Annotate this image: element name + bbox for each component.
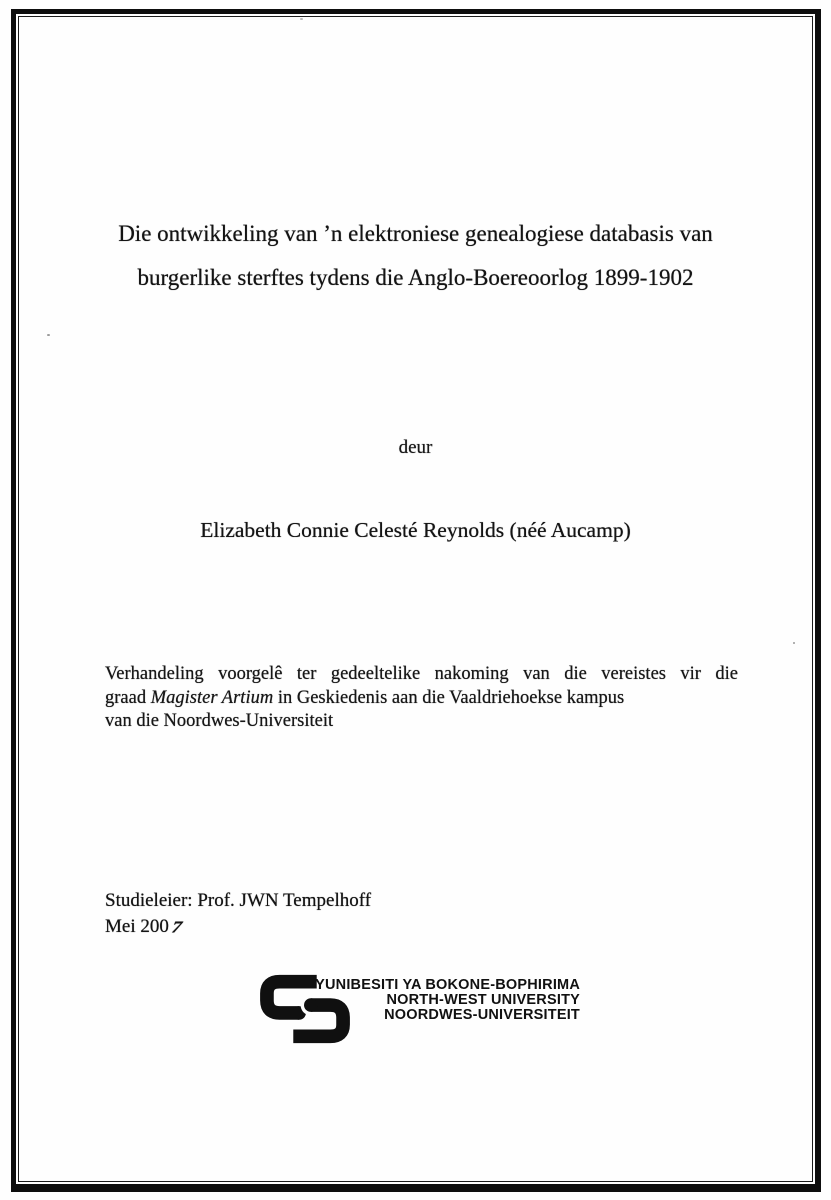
thesis-title — [60, 212, 771, 300]
thesis-title-line1: Die ontwikkeling van ’n elektroniese genealogiese databasis van — [118, 221, 713, 246]
degree-statement-line3: van die Noordwes-Universiteit — [105, 711, 334, 732]
logo-text-afrikaans: NOORDWES-UNIVERSITEIT — [384, 1007, 580, 1024]
scan-speckle — [793, 642, 795, 644]
degree-statement-line2-pre: graad — [105, 687, 151, 708]
date-prefix: Mei 200 — [105, 915, 169, 937]
university-logo — [258, 966, 580, 1052]
degree-name-italic: Magister Artium — [150, 687, 274, 708]
scan-speckle — [47, 334, 50, 336]
logo-text-english: NORTH-WEST UNIVERSITY — [386, 992, 580, 1009]
scan-speckle — [300, 18, 303, 20]
byline: deur — [398, 437, 433, 458]
date-line — [105, 914, 371, 940]
thesis-title-line2: burgerlike sterftes tydens die Anglo-Boereoorlog 1899-1902 — [137, 265, 694, 290]
degree-statement — [105, 663, 738, 734]
supervisor-block — [105, 888, 371, 939]
degree-statement-line1: Verhandeling voorgelê ter gedeeltelike nakoming van die vereistes vir die — [105, 664, 738, 684]
supervisor-line: Studieleier: Prof. JWN Tempelhoff — [105, 890, 372, 911]
logo-text-setswana: YUNIBESITI YA BOKONE-BOPHIRIMA — [315, 977, 580, 993]
author-name: Elizabeth Connie Celesté Reynolds (néé Aucamp) — [200, 518, 631, 542]
degree-statement-line2-post: in Geskiedenis aan die Vaaldriehoekse kampus — [273, 687, 625, 708]
date-final-digit: 7 — [167, 917, 184, 937]
degree-statement-line2 — [105, 687, 738, 711]
university-logo-text — [315, 978, 580, 1024]
